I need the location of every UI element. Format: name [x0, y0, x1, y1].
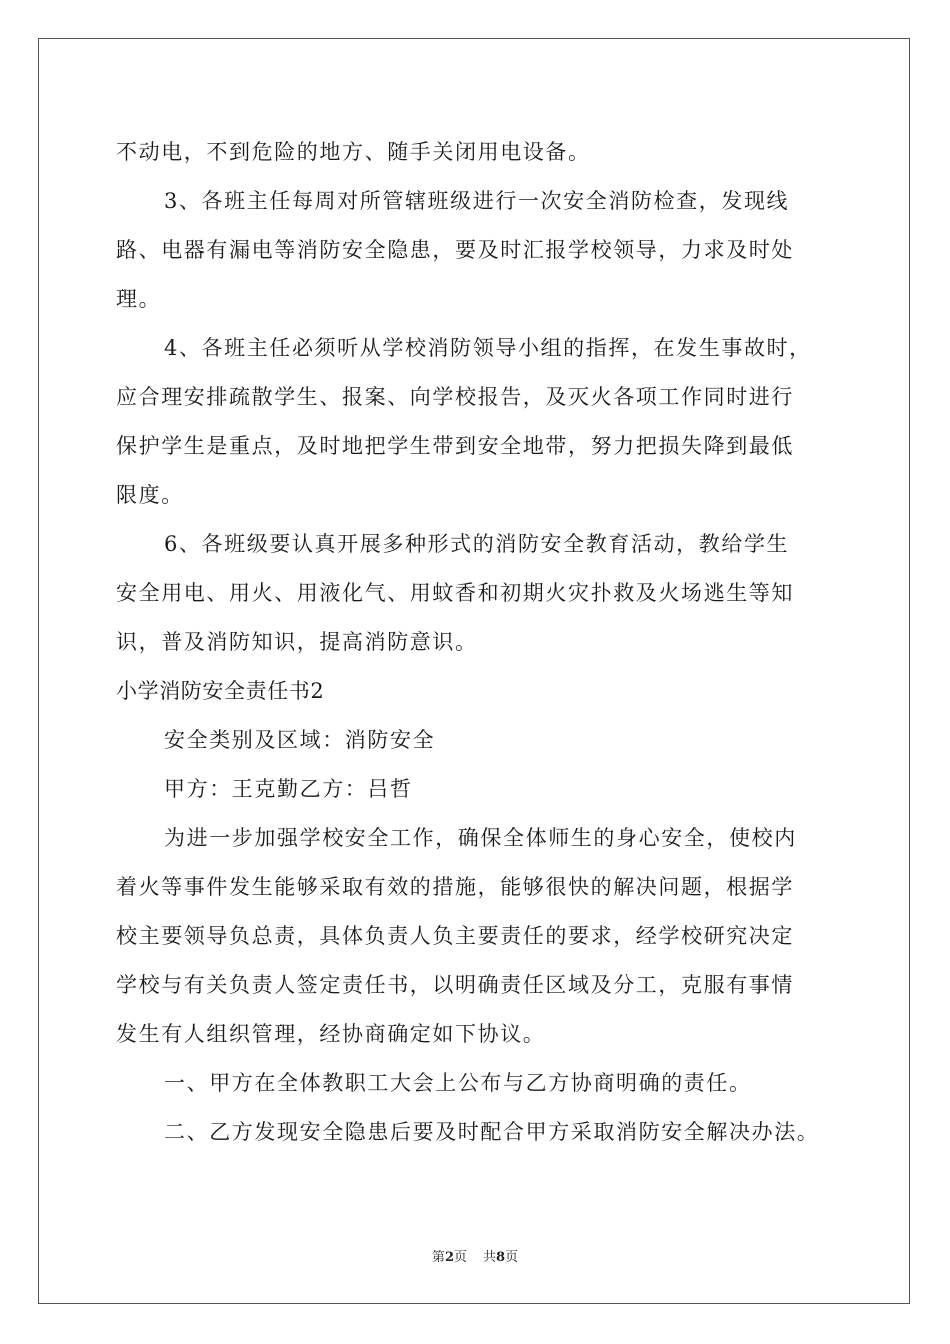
- document-body: [116, 128, 851, 1157]
- clause-two: 二、乙方发现安全隐患后要及时配合甲方采取消防安全解决办法。: [164, 1120, 820, 1144]
- text-line: 识，普及消防知识，提高消防意识。: [116, 630, 478, 654]
- total-suffix: 页: [505, 1250, 519, 1265]
- total-prefix: 共: [483, 1250, 497, 1265]
- parties-line: 甲方：王克勤乙方：吕哲: [164, 777, 413, 801]
- text-line-intro: 为进一步加强学校安全工作，确保全体师生的身心安全，使校内: [164, 826, 797, 850]
- section-heading: 小学消防安全责任书2: [116, 679, 325, 703]
- text-line: 学校与有关负责人签定责任书，以明确责任区域及分工，克服有事情: [116, 973, 794, 997]
- text-line: 校主要领导负总责，具体负责人负主要责任的要求，经学校研究决定: [116, 924, 794, 948]
- page-footer: [0, 1246, 950, 1265]
- text-line: 限度。: [116, 483, 184, 507]
- clause-one: 一、甲方在全体教职工大会上公布与乙方协商明确的责任。: [164, 1071, 752, 1095]
- text-line: 应合理安排疏散学生、报案、向学校报告，及灭火各项工作同时进行: [116, 385, 794, 409]
- page-suffix: 页: [453, 1250, 467, 1265]
- text-line: 路、电器有漏电等消防安全隐患，要及时汇报学校领导，力求及时处: [116, 238, 794, 262]
- text-line: 发生有人组织管理，经协商确定如下协议。: [116, 1022, 546, 1046]
- text-line: 安全用电、用火、用液化气、用蚊香和初期火灾扑救及火场逃生等知: [116, 581, 794, 605]
- text-line: 不动电，不到危险的地方、随手关闭用电设备。: [116, 140, 591, 164]
- page-total: 8: [496, 1250, 506, 1265]
- text-line: 着火等事件发生能够采取有效的措施，能够很快的解决问题，根据学: [116, 875, 794, 899]
- page-current: 2: [444, 1250, 454, 1265]
- text-line-item-3: 3、各班主任每周对所管辖班级进行一次安全消防检查，发现线: [164, 189, 790, 213]
- safety-category-line: 安全类别及区域：消防安全: [164, 728, 436, 752]
- text-line-item-4: 4、各班主任必须听从学校消防领导小组的指挥，在发生事故时，: [164, 336, 812, 360]
- text-line: 保护学生是重点，及时地把学生带到安全地带，努力把损失降到最低: [116, 434, 794, 458]
- text-line: 理。: [116, 287, 162, 311]
- page-prefix: 第: [431, 1250, 445, 1265]
- text-line-item-6: 6、各班级要认真开展多种形式的消防安全教育活动，教给学生: [164, 532, 790, 556]
